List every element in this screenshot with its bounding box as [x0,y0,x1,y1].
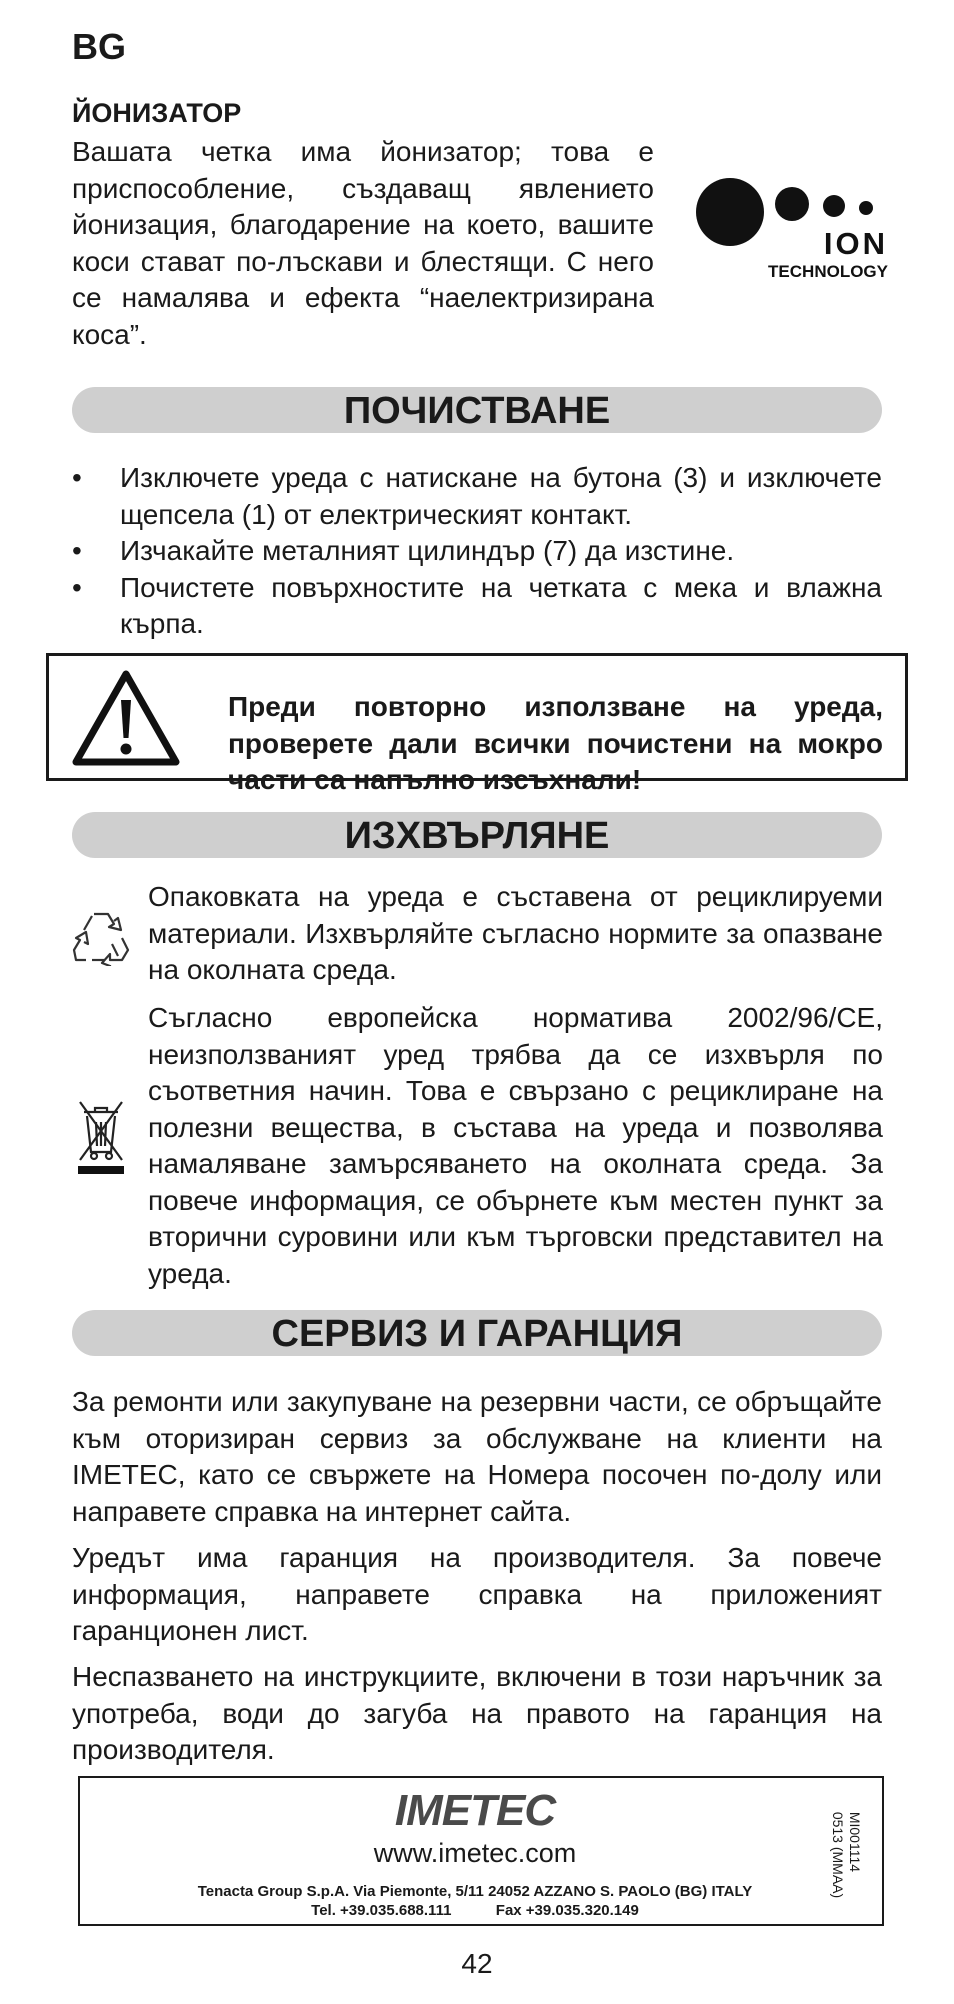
list-item [72,570,882,643]
service-warranty-loss-text: Неспазването на инструкциите, включени в този наръчник за употреба, води до загуба на правото на гаранция на производителя. [72,1661,882,1765]
cleaning-heading: ПОЧИСТВАНЕ [72,387,882,433]
phone-number: Tel. +39.035.688.111 [311,1902,452,1919]
ionizer-title: ЙОНИЗАТОР [72,98,242,128]
list-item [72,533,882,570]
cleaning-step-text: Изчакайте металният цилиндър (7) да изстине. [120,535,735,566]
disposal-heading: ИЗХВЪРЛЯНЕ [72,812,882,858]
weee-bin-icon [76,1098,126,1176]
document-code-line1: MI001114 [847,1811,863,1873]
document-code [822,1810,870,1900]
cleaning-steps-list [72,460,882,643]
bullet-icon: • [72,571,82,603]
cleaning-step-text: Изключете уреда с натискане на бутона (3) и изключете щепсела (1) от електрическият контакт. [120,462,882,530]
document-code-line2: 0513 (MMAA) [830,1811,846,1899]
bullet-icon: • [72,535,82,566]
ion-logo-word: ION [823,226,888,261]
list-item [72,460,882,533]
ion-logo-sub: TECHNOLOGY [768,262,888,281]
language-code: BG [72,26,126,67]
service-repair-text: За ремонти или закупуване на резервни части, се обръщайте към оторизиран сервиз за обслужване на клиенти на IMETEC, като се свържете на Номера посочен по-долу или направете справка на интернет сайта. [72,1386,882,1527]
phone-fax-line [80,1902,870,1919]
cleaning-step-text: Почистете повърхностите на четката с мека и влажна кърпа. [120,571,882,639]
fax-number: Fax +39.035.320.149 [495,1902,639,1919]
imetec-logo: IMETEC [394,1786,556,1835]
bullet-icon: • [72,462,82,493]
website-link[interactable]: www.imetec.com [373,1838,577,1868]
disposal-weee-text: Съгласно европейска норматива 2002/96/CE, неизползваният уред трябва да се изхвърля по съответния начин. Това е свързано с рециклиране на полезни вещества, в състава на уреда и позволява намаляване замърсяването на околната среда. За повече информация, се обърнете към местен пункт за вторични суровини или към търговски представител на уреда. [148,1002,883,1289]
disposal-packaging-text: Опаковката на уреда е съставена от рециклируеми материали. Изхвърляйте съгласно нормите за опазване на околната среда. [148,881,883,985]
recycle-icon [72,908,130,966]
warning-triangle-icon [70,668,182,768]
company-address: Tenacta Group S.p.A. Via Piemonte, 5/11 24052 AZZANO S. PAOLO (BG) ITALY [197,1883,753,1900]
ion-technology-logo [696,178,892,286]
ionizer-description: Вашата четка има йонизатор; това е приспособление, създаващ явлението йонизация, благодарение на което, вашите коси стават по-лъскави и блестящи. С него се намалява и ефекта “наелектризирана коса”. [72,136,654,350]
service-heading: СЕРВИЗ И ГАРАНЦИЯ [72,1310,882,1356]
service-warranty-text: Уредът има гаранция на производителя. За повече информация, направете справка на приложеният гаранционен лист. [72,1542,882,1646]
page-number: 42 [461,1948,493,1979]
warning-text: Преди повторно използване на уреда, проверете дали всички почистени на мокро части са напълно изсъхнали! [228,691,883,795]
